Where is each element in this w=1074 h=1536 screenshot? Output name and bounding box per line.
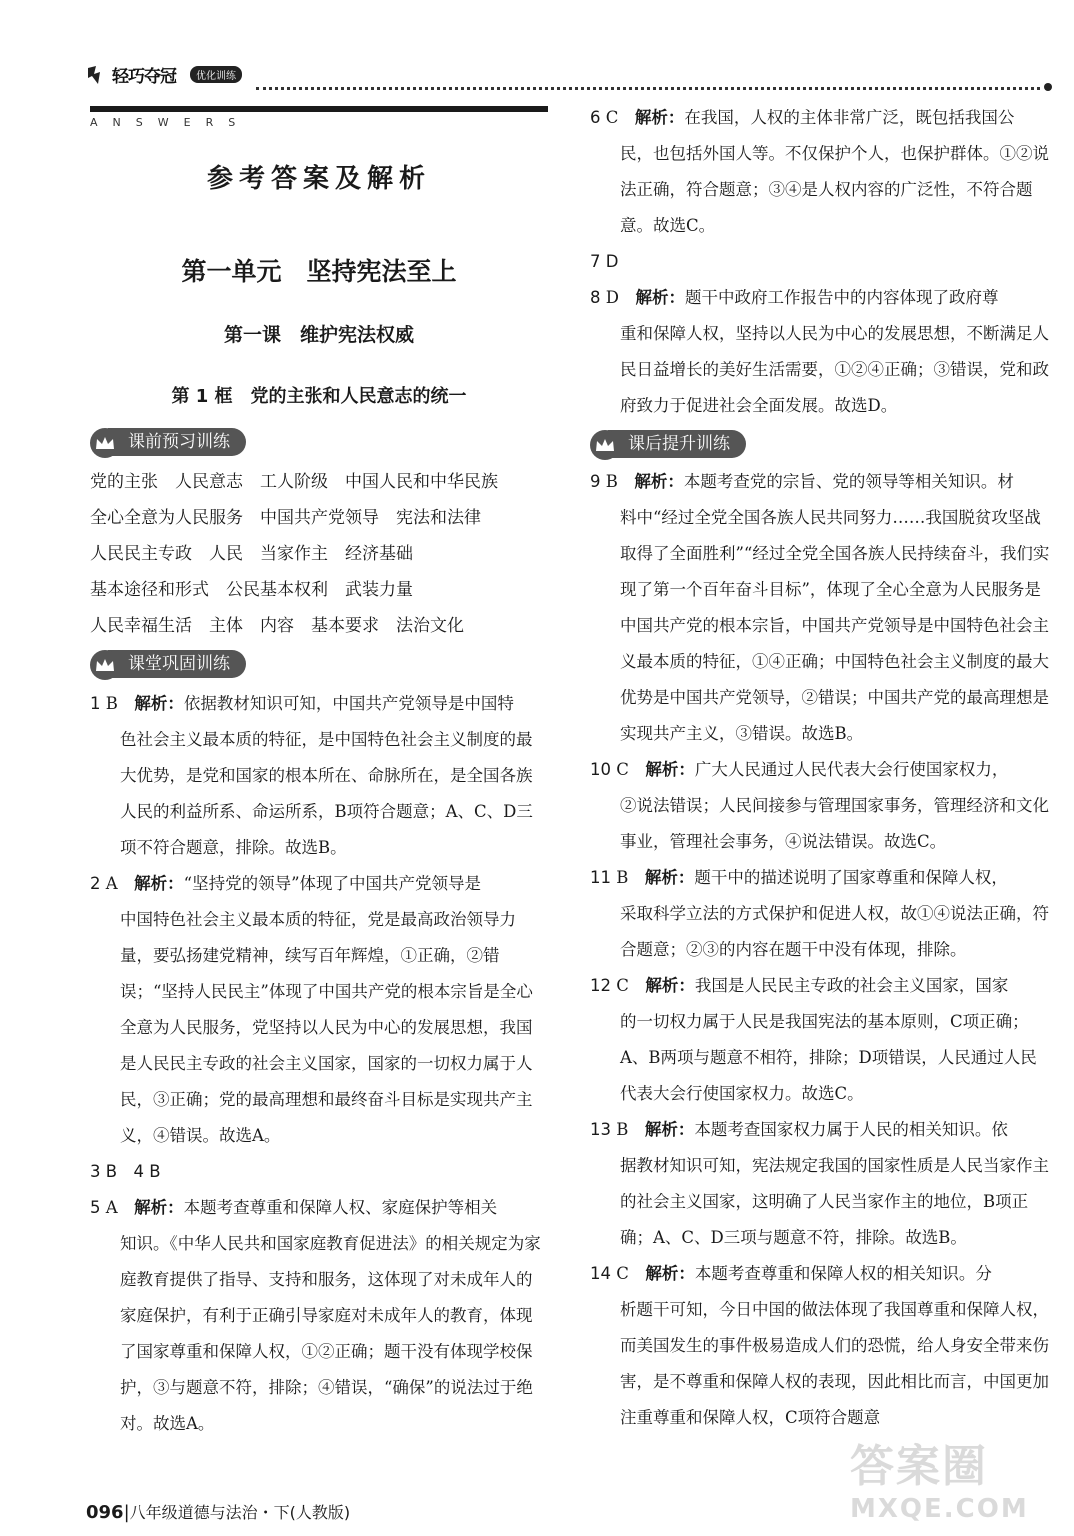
entry-answer: C	[605, 108, 619, 127]
entry-answer: D	[605, 288, 619, 307]
entry-number: 2	[90, 874, 101, 893]
entry-answer: B	[616, 868, 629, 887]
page-footer	[86, 1500, 350, 1530]
section-banner-after-class	[590, 430, 746, 460]
entry-text: 广大人民通过人民代表大会行使国家权力，	[694, 760, 1009, 779]
unit-title: 第一单元 坚持宪法至上	[181, 257, 457, 286]
answer-entry	[90, 866, 548, 1154]
entry-keyword: 解析：	[645, 976, 695, 995]
entry-answer: A	[105, 1198, 118, 1217]
frame-title: 第 1 框 党的主张和人民意志的统一	[171, 386, 467, 407]
keyword-row: 基本途径和形式 公民基本权利 武装力量	[90, 580, 413, 600]
main-title: 参考答案及解析	[206, 164, 431, 194]
entry-text: 中国特色社会主义最本质的特征，党是最高政治领导力量，要弘扬建党精神，续写百年辉煌，①正确，②错误；“坚持人民民主”体现了中国共产党的根本宗旨是全心全意为人民服务，党坚持以人民为中心的发展思想，我国是人民民主专政的社会主义国家，国家的一切权力属于人民，③正确；党的最高理想和最终奋斗目标是实现共产主义，④错误。故选A。	[120, 910, 533, 1145]
entry-text: 在我国，人权的主体非常广泛，既包括我国公	[684, 108, 1015, 127]
footer-separator: |	[123, 1502, 130, 1523]
entry-text: 据教材知识可知，宪法规定我国的国家性质是人民当家作主的社会主义国家，这明确了人民当家作主的地位，B项正确；A、C、D三项与题意不符，排除。故选B。	[620, 1156, 1049, 1247]
entry-answer: B	[605, 472, 618, 491]
entry-answer: B	[616, 1120, 629, 1139]
entry-answer: A	[105, 874, 118, 893]
entry-keyword: 解析：	[644, 1120, 695, 1139]
entry-keyword: 解析：	[134, 1198, 184, 1217]
entry-text: 色社会主义最本质的特征，是中国特色社会主义制度的最大优势，是党和国家的根本所在、命脉所在，是全国各族人民的利益所系、命运所系，B项符合题意；A、C、D三项不符合题意，排除。故选B。	[120, 730, 533, 857]
entry-keyword: 解析：	[645, 760, 695, 779]
lesson-title: 第一课 维护宪法权威	[223, 324, 414, 346]
entry-keyword: 解析：	[134, 874, 184, 893]
answer-entry-simple: 7 D	[590, 252, 619, 271]
entry-text: 题干中的描述说明了国家尊重和保障人权，	[694, 868, 1008, 887]
entry-keyword: 解析：	[645, 1264, 695, 1283]
answer-entry	[590, 1112, 1052, 1256]
watermark	[850, 1430, 1060, 1530]
entry-keyword: 解析：	[635, 288, 685, 307]
left-column	[90, 106, 548, 1442]
entry-number: 11	[590, 868, 611, 887]
right-column	[590, 106, 1052, 1436]
logo-badge: 优化训练	[190, 66, 242, 83]
entry-text: “坚持党的领导”体现了中国共产党领导是	[183, 874, 482, 893]
entry-text: 题干中政府工作报告中的内容体现了政府尊	[684, 288, 999, 307]
watermark-line2: MXQE.COM	[850, 1494, 1029, 1524]
crown-icon	[90, 428, 120, 458]
entry-keyword: 解析：	[134, 694, 184, 713]
entry-text: 民，也包括外国人等。不仅保护个人，也保护群体。①②说法正确，符合题意；③④是人权内容的广泛性，不符合题意。故选C。	[620, 144, 1049, 235]
answer-entry	[590, 1256, 1052, 1436]
entry-answer: C	[616, 1264, 629, 1283]
entry-text: 的一切权力属于人民是我国宪法的基本原则，C项正确；A、B两项与题意不相符，排除；D项错误，人民通过人民代表大会行使国家权力。故选C。	[620, 1012, 1037, 1103]
page-header	[86, 56, 1052, 96]
answer-entry	[590, 100, 1052, 244]
section-banner-label: 课后提升训练	[608, 430, 746, 458]
entry-number: 1	[90, 694, 101, 713]
keyword-row: 全心全意为人民服务 中国共产党领导 宪法和法律	[90, 508, 481, 528]
entry-text: 知识。《中华人民共和国家庭教育促进法》的相关规定为家庭教育提供了指导、支持和服务，这体现了对未成年人的家庭保护，有利于正确引导家庭对未成年人的教育，体现了国家尊重和保障人权，①②正确；题干没有体现学校保护，③与题意不符，排除；④错误，“确保”的说法过于绝对。故选A。	[120, 1234, 541, 1433]
answer-entry	[590, 464, 1052, 752]
entry-text: 料中“经过全党全国各族人民共同努力……我国脱贫攻坚战取得了全面胜利”“经过全党全国各族人民持续奋斗，我们实现了第一个百年奋斗目标”，体现了全心全意为人民服务是中国共产党的根本宗旨，中国共产党领导是中国特色社会主义最本质的特征，①④正确；中国特色社会主义制度的最大优势是中国共产党领导，②错误；中国共产党的最高理想是实现共产主义，③错误。故选B。	[620, 508, 1050, 743]
entry-number: 13	[590, 1120, 611, 1139]
entry-text: 本题考查国家权力属于人民的相关知识。依	[694, 1120, 1008, 1139]
answer-entry	[90, 1190, 548, 1442]
page-number: 096	[86, 1502, 124, 1523]
entry-answer: C	[616, 976, 629, 995]
section-banner-label: 课堂巩固训练	[108, 650, 246, 678]
answer-entry	[590, 752, 1052, 860]
answer-entry	[590, 968, 1052, 1112]
section-banner-label: 课前预习训练	[108, 428, 246, 456]
entry-answer: C	[616, 760, 629, 779]
entry-keyword: 解析：	[634, 472, 684, 491]
top-bar	[90, 106, 548, 112]
answers-label: ANSWERS	[90, 116, 251, 129]
book-title: 八年级道德与法治・下(人教版)	[129, 1503, 351, 1522]
entry-keyword: 解析：	[634, 108, 685, 127]
entry-number: 12	[590, 976, 611, 995]
section-banner-classroom	[90, 650, 246, 680]
logo-text: 轻巧夺冠	[112, 67, 176, 87]
answer-entry	[590, 280, 1052, 424]
watermark-line1: 答案圈	[850, 1441, 988, 1492]
answer-entry-simple: 3 B 4 B	[90, 1162, 161, 1181]
entry-text: 析题干可知，今日中国的做法体现了我国尊重和保障人权，而美国发生的事件极易造成人们的恐慌，给人身安全带来伤害，是不尊重和保障人权的表现，因此相比而言，中国更加注重尊重和保障人权，C项符合题意	[620, 1300, 1049, 1427]
entry-number: 5	[90, 1198, 101, 1217]
header-divider	[256, 87, 1040, 90]
entry-keyword: 解析：	[644, 868, 695, 887]
crown-icon	[590, 430, 620, 460]
entry-number: 9	[590, 472, 601, 491]
entry-number: 8	[590, 288, 601, 307]
keyword-row: 人民幸福生活 主体 内容 基本要求 法治文化	[90, 616, 464, 636]
entry-number: 14	[590, 1264, 611, 1283]
keyword-list	[90, 464, 548, 644]
logo-icon	[86, 64, 108, 86]
entry-text: 依据教材知识可知，中国共产党领导是中国特	[183, 694, 514, 713]
entry-number: 10	[590, 760, 611, 779]
answer-entry	[590, 860, 1052, 968]
entry-number: 6	[590, 108, 601, 127]
keyword-row: 党的主张 人民意志 工人阶级 中国人民和中华民族	[90, 472, 498, 492]
entry-text: 本题考查尊重和保障人权、家庭保护等相关	[183, 1198, 498, 1217]
answer-entry	[90, 686, 548, 866]
entry-text: ②说法错误；人民间接参与管理国家事务，管理经济和文化事业，管理社会事务，④说法错误。故选C。	[620, 796, 1049, 851]
entry-answer: B	[105, 694, 118, 713]
section-banner-preview	[90, 428, 246, 458]
entry-text: 重和保障人权，坚持以人民为中心的发展思想，不断满足人民日益增长的美好生活需要，①②④正确；③错误，党和政府致力于促进社会全面发展。故选D。	[620, 324, 1049, 415]
entry-text: 本题考查尊重和保障人权的相关知识。分	[694, 1264, 992, 1283]
entry-text: 本题考查党的宗旨、党的领导等相关知识。材	[683, 472, 1014, 491]
header-divider-end-dot	[1044, 83, 1052, 91]
entry-text: 采取科学立法的方式保护和促进人权，故①④说法正确，符合题意；②③的内容在题干中没有体现，排除。	[620, 904, 1049, 959]
entry-text: 我国是人民民主专政的社会主义国家，国家	[694, 976, 1009, 995]
keyword-row: 人民民主专政 人民 当家作主 经济基础	[90, 544, 413, 564]
crown-icon	[90, 650, 120, 680]
